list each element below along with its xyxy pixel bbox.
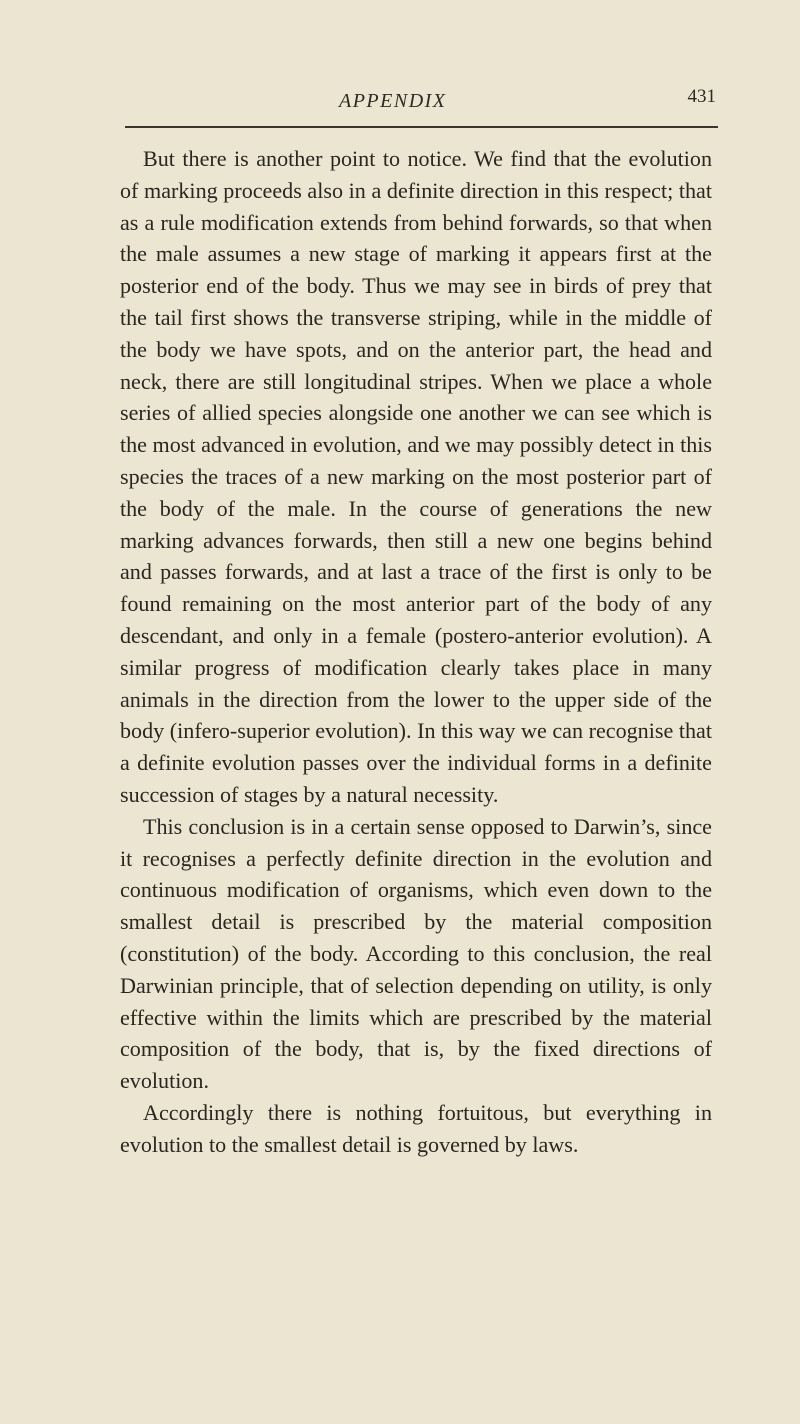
paragraph-2: This conclusion is in a certain sense opposed to Darwin’s, since it recognises a perfectly definite direction in the evolution and continuous modification of organisms, which even down to the smallest detail is prescribed by the material composition (constitution) of the body. According to this conclusion, the real Darwinian principle, that of selection depending on utility, is only effective within the limits which are prescribed by the material composition of the body, that is, by the fixed directions of evolution. xyxy=(120,813,712,1094)
page-number: 431 xyxy=(687,86,716,107)
body-text xyxy=(120,143,712,1161)
paragraph-3: Accordingly there is nothing fortuitous, but everything in evolution to the smallest detail is governed by laws. xyxy=(120,1099,712,1157)
running-head: APPENDIX xyxy=(339,90,447,112)
paragraph-1: But there is another point to notice. We find that the evolution of marking proceeds also in a definite direction in this respect; that as a rule modification extends from behind forwards, so that when the male assumes a new stage of marking it appears first at the posterior end of the body. Thus we may see in birds of prey that the tail first shows the transverse striping, while in the middle of the body we have spots, and on the anterior part, the head and neck, there are still longitudinal stripes. When we place a whole series of allied species alongside one another we can see which is the most advanced in evolution, and we may possibly detect in this species the traces of a new marking on the most posterior part of the body of the male. In the course of generations the new marking advances forwards, then still a new one begins behind and passes forwards, and at last a trace of the first is only to be found remaining on the most anterior part of the body of any descendant, and only in a female (postero-anterior evolution). A similar progress of modification clearly takes place in many animals in the direction from the lower to the upper side of the body (infero-superior evolution). In this way we can recognise that a definite evolution passes over the individual forms in a definite succession of stages by a natural necessity. xyxy=(120,146,712,807)
header-rule xyxy=(125,126,718,128)
page-header xyxy=(120,86,716,126)
